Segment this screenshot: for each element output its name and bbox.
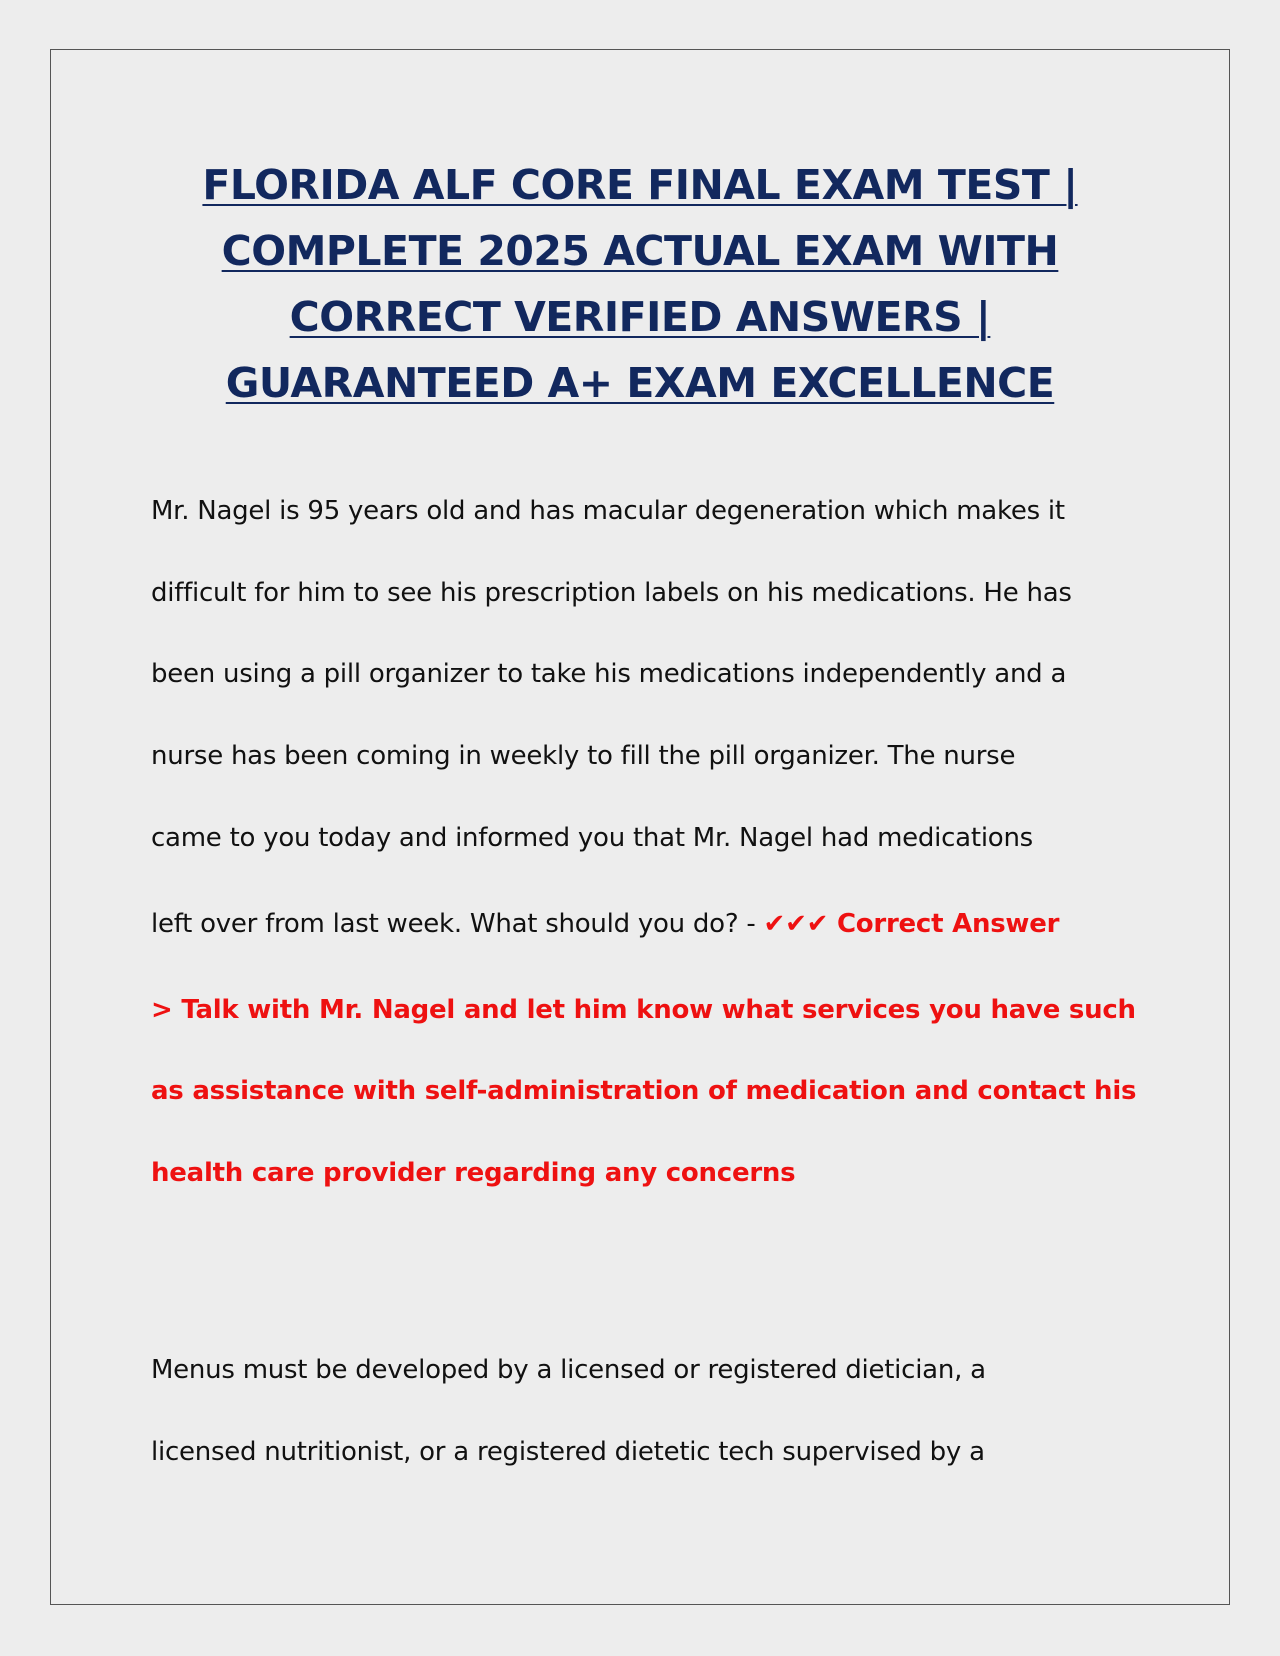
question-1-prompt-end: left over from last week. What should you do? -: [151, 909, 764, 939]
question-2-line-1: Menus must be developed by a licensed or registered dietician, a: [151, 1355, 986, 1385]
question-1-line-4: nurse has been coming in weekly to fill the pill organizer. The nurse: [151, 741, 1016, 771]
question-1-line-1: Mr. Nagel is 95 years old and has macular degeneration which makes it: [151, 496, 1065, 526]
answer-1-line-3: health care provider regarding any concerns: [151, 1158, 796, 1188]
document-title: [100, 152, 1180, 416]
title-line-4: GUARANTEED A+ EXAM EXCELLENCE: [225, 359, 1055, 407]
title-line-2: COMPLETE 2025 ACTUAL EXAM WITH: [221, 227, 1059, 275]
correct-answer-label: Correct Answer: [828, 909, 1060, 939]
title-line-1: FLORIDA ALF CORE FINAL EXAM TEST |: [202, 161, 1078, 209]
question-1-line-3: been using a pill organizer to take his medications independently and a: [151, 659, 1067, 689]
checkmark-icon: ✔✔✔: [763, 909, 829, 939]
question-2-line-2: licensed nutritionist, or a registered dietetic tech supervised by a: [151, 1437, 985, 1467]
question-1-line-2: difficult for him to see his prescription labels on his medications. He has: [151, 578, 1072, 608]
title-line-3: CORRECT VERIFIED ANSWERS |: [289, 293, 991, 341]
question-1-line-5: came to you today and informed you that Mr. Nagel had medications: [151, 823, 1033, 853]
answer-1-line-1: > Talk with Mr. Nagel and let him know what services you have such: [151, 995, 1136, 1025]
answer-1-line-2: as assistance with self-administration of medication and contact his: [151, 1076, 1137, 1106]
question-1-line-6: [151, 906, 1059, 942]
